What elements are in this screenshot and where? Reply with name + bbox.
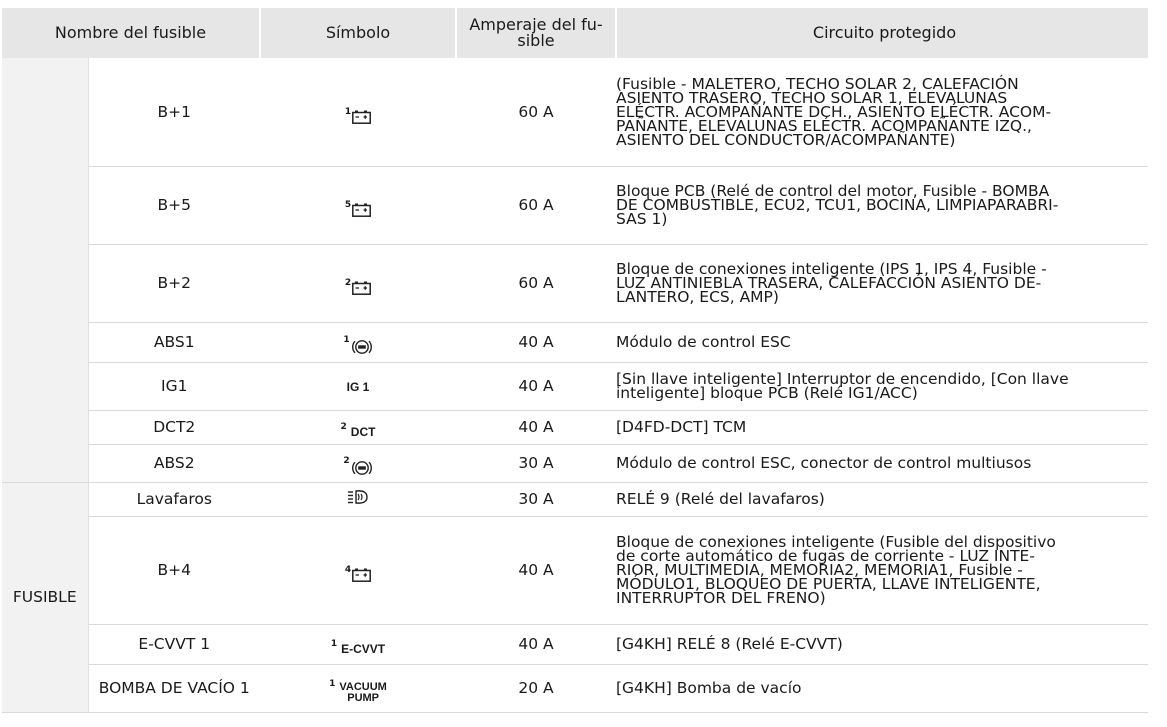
table-row bbox=[2, 410, 1148, 444]
fuse-symbol bbox=[260, 244, 456, 322]
protected-circuit: [D4FD-DCT] TCM bbox=[616, 410, 1148, 444]
abs-icon bbox=[351, 459, 373, 477]
fuse-symbol bbox=[260, 624, 456, 664]
table-body bbox=[2, 58, 1148, 712]
symbol-wrap bbox=[344, 278, 371, 295]
symbol-number: 5 bbox=[344, 200, 352, 210]
fuse-amperage: 40 A bbox=[456, 410, 616, 444]
protected-circuit: [G4KH] RELÉ 8 (Relé E-CVVT) bbox=[616, 624, 1148, 664]
protected-circuit: RELÉ 9 (Relé del lavafaros) bbox=[616, 482, 1148, 516]
fuse-symbol bbox=[260, 362, 456, 410]
symbol-wrap bbox=[330, 639, 386, 656]
fuse-name: B+1 bbox=[88, 58, 260, 166]
fuse-name: B+2 bbox=[88, 244, 260, 322]
fuse-name: E-CVVT 1 bbox=[88, 624, 260, 664]
symbol-wrap bbox=[343, 335, 372, 356]
battery-icon bbox=[352, 568, 371, 582]
fuse-symbol bbox=[260, 482, 456, 516]
fuse-amperage: 60 A bbox=[456, 58, 616, 166]
symbol-label: E-CVVT bbox=[341, 642, 386, 656]
protected-circuit: (Fusible - MALETERO, TECHO SOLAR 2, CALEFACIÓN ASIENTO TRASERO, TECHO SOLAR 1, ELEVALUNAS ELÉCTR. ACOMPAÑANTE DCH., ASIENTO ELÉCTR. ACOM- PAÑANTE, ELEVALUNAS ELÉCTR. ACOMPAÑANTE IZQ., ASIENTO DEL CONDUCTOR/ACOMPAÑANTE) bbox=[616, 58, 1148, 166]
fuse-symbol bbox=[260, 322, 456, 362]
fuse-group-cell: FUSIBLE bbox=[2, 482, 88, 712]
fuse-symbol bbox=[260, 664, 456, 712]
fuse-amperage: 40 A bbox=[456, 624, 616, 664]
header-fuse-name: Nombre del fusible bbox=[2, 8, 260, 58]
fuse-table bbox=[2, 8, 1148, 713]
table-row bbox=[2, 322, 1148, 362]
symbol-wrap bbox=[347, 488, 369, 506]
abs-icon bbox=[351, 338, 373, 356]
battery-icon bbox=[352, 281, 371, 295]
protected-circuit: Bloque de conexiones inteligente (Fusible del dispositivo de corte automático de fugas de corriente - LUZ INTE- RIOR, MULTIMEDIA, MEMORIA2, MEMORIA1, Fusible - MÓDULO1, BLOQUEO DE PUERTA, LLAVE INTELIGENTE, INTERRUPTOR DEL FRENO) bbox=[616, 516, 1148, 624]
fuse-name: B+5 bbox=[88, 166, 260, 244]
protected-circuit: Bloque de conexiones inteligente (IPS 1, IPS 4, Fusible - LUZ ANTINIEBLA TRASERA, CALEFACCIÓN ASIENTO DE- LANTERO, ECS, AMP) bbox=[616, 244, 1148, 322]
fuse-amperage: 20 A bbox=[456, 664, 616, 712]
symbol-wrap bbox=[344, 200, 371, 217]
header-protected-circuit: Circuito protegido bbox=[616, 8, 1148, 58]
fuse-amperage: 60 A bbox=[456, 166, 616, 244]
header-amperage: Amperaje del fu- sible bbox=[456, 8, 616, 58]
table-row bbox=[2, 58, 1148, 166]
fuse-symbol bbox=[260, 410, 456, 444]
headlamp-washer-icon bbox=[347, 488, 369, 506]
symbol-label: DCT bbox=[350, 425, 376, 439]
symbol-number: 1 bbox=[343, 335, 350, 345]
protected-circuit: Bloque PCB (Relé de control del motor, Fusible - BOMBA DE COMBUSTIBLE, ECU2, TCU1, BOCINA, LIMPIAPARABRI- SAS 1) bbox=[616, 166, 1148, 244]
symbol-number: 1 bbox=[344, 106, 352, 117]
fuse-amperage: 40 A bbox=[456, 322, 616, 362]
symbol-number: 1 bbox=[330, 639, 338, 649]
fuse-name: B+4 bbox=[88, 516, 260, 624]
fuse-symbol bbox=[260, 58, 456, 166]
fuse-name: ABS1 bbox=[88, 322, 260, 362]
battery-icon bbox=[352, 203, 371, 217]
protected-circuit: [G4KH] Bomba de vacío bbox=[616, 664, 1148, 712]
symbol-number: 1 bbox=[329, 679, 336, 689]
symbol-wrap bbox=[343, 456, 372, 477]
table-row bbox=[2, 362, 1148, 410]
symbol-label: VACUUM PUMP bbox=[339, 681, 387, 704]
table-row bbox=[2, 444, 1148, 482]
table-row bbox=[2, 624, 1148, 664]
fuse-amperage: 40 A bbox=[456, 516, 616, 624]
header-row bbox=[2, 8, 1148, 58]
fuse-name: ABS2 bbox=[88, 444, 260, 482]
fuse-symbol bbox=[260, 166, 456, 244]
fuse-amperage: 30 A bbox=[456, 444, 616, 482]
symbol-number: 2 bbox=[344, 278, 352, 288]
protected-circuit: [Sin llave inteligente] Interruptor de encendido, [Con llave inteligente] bloque PCB (Relé IG1/ACC) bbox=[616, 362, 1148, 410]
fuse-amperage: 30 A bbox=[456, 482, 616, 516]
protected-circuit: Módulo de control ESC bbox=[616, 322, 1148, 362]
table-row bbox=[2, 664, 1148, 712]
symbol-number: 2 bbox=[343, 456, 350, 466]
fuse-amperage: 60 A bbox=[456, 244, 616, 322]
table-row bbox=[2, 244, 1148, 322]
fuse-symbol bbox=[260, 444, 456, 482]
symbol-number: 2 bbox=[340, 422, 347, 432]
fuse-name: DCT2 bbox=[88, 410, 260, 444]
fuse-amperage: 40 A bbox=[456, 362, 616, 410]
symbol-wrap bbox=[344, 106, 371, 124]
symbol-wrap bbox=[340, 422, 376, 439]
fuse-name: IG1 bbox=[88, 362, 260, 410]
fuse-group-cell bbox=[2, 58, 88, 482]
protected-circuit: Módulo de control ESC, conector de control multiusos bbox=[616, 444, 1148, 482]
battery-icon bbox=[352, 110, 371, 124]
table-row bbox=[2, 482, 1148, 516]
header-symbol: Símbolo bbox=[260, 8, 456, 58]
fuse-name: BOMBA DE VACÍO 1 bbox=[88, 664, 260, 712]
symbol-wrap bbox=[347, 380, 370, 394]
symbol-wrap bbox=[344, 565, 371, 582]
symbol-number: 4 bbox=[344, 565, 352, 575]
table-row bbox=[2, 166, 1148, 244]
fuse-name: Lavafaros bbox=[88, 482, 260, 516]
table-row bbox=[2, 516, 1148, 624]
symbol-wrap bbox=[329, 679, 387, 704]
fuse-symbol bbox=[260, 516, 456, 624]
symbol-label: IG 1 bbox=[346, 380, 370, 394]
